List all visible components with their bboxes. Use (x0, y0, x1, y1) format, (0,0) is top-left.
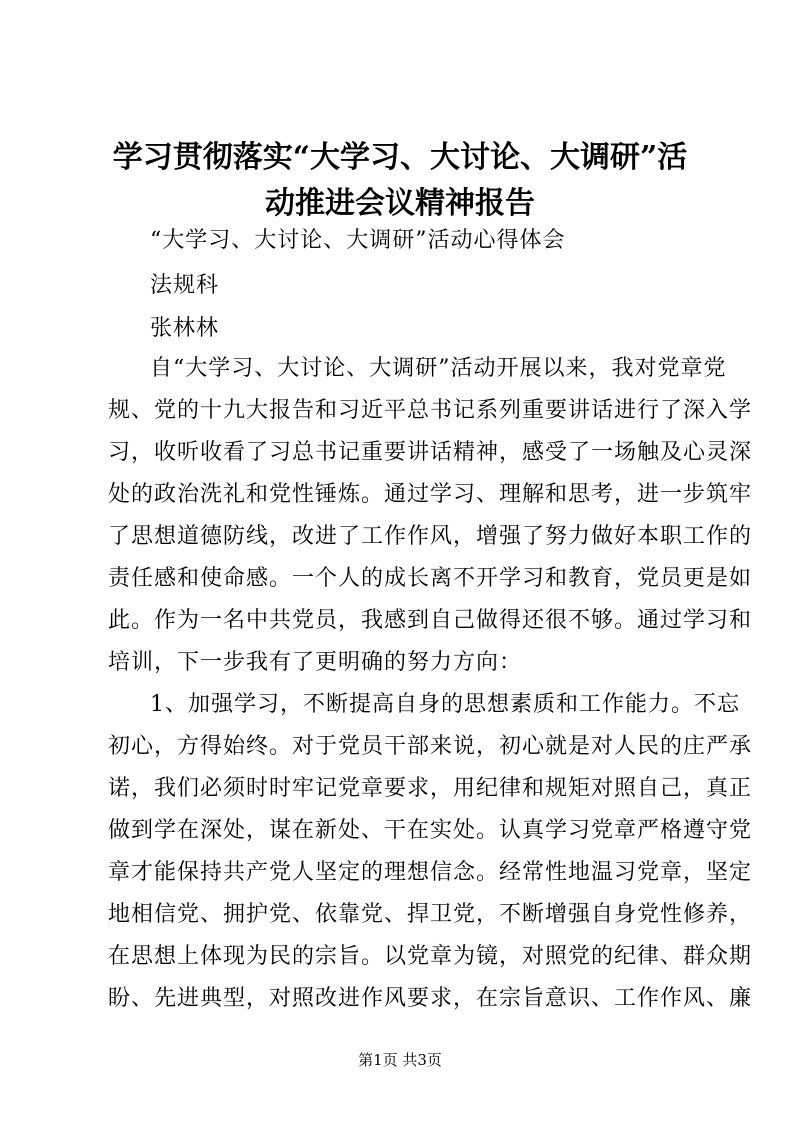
paragraph-2-line: 1、加强学习，不断提高自身的思想素质和工作能力。不忘 (150, 692, 740, 717)
paragraph-1-line: 习，收听收看了习总书记重要讲话精神，感受了一场触及心灵深 (108, 440, 753, 465)
paragraph-1-line: 培训，下一步我有了更明确的努力方向： (108, 650, 523, 675)
paragraph-1-line: 了思想道德防线，改进了工作作风，增强了努力做好本职工作的 (108, 524, 753, 549)
page-footer: 第1页 共3页 (358, 1051, 442, 1069)
paragraph-2-line: 做到学在深处，谋在新处、干在实处。认真学习党章严格遵守党 (108, 818, 753, 843)
paragraph-1-line: 此。作为一名中共党员，我感到自己做得还很不够。通过学习和 (108, 608, 753, 633)
paragraph-1-line: 责任感和使命感。一个人的成长离不开学习和教育，党员更是如 (108, 566, 753, 591)
document-title-line-2: 动推进会议精神报告 (265, 186, 535, 221)
paragraph-1-line: 规、党的十九大报告和习近平总书记系列重要讲话进行了深入学 (108, 398, 753, 423)
paragraph-2-line: 盼、先进典型，对照改进作风要求，在宗旨意识、工作作风、廉 (108, 986, 753, 1011)
author: 张林林 (150, 316, 220, 341)
document-title-line-1: 学习贯彻落实“大学习、大讨论、大调研”活 (112, 140, 688, 175)
paragraph-1-line: 自“大学习、大讨论、大调研”活动开展以来，我对党章党 (150, 356, 727, 381)
paragraph-2-line: 在思想上体现为民的宗旨。以党章为镜，对照党的纪律、群众期 (108, 944, 753, 969)
paragraph-2-line: 诺，我们必须时时牢记党章要求，用纪律和规矩对照自己，真正 (108, 776, 753, 801)
paragraph-2-line: 初心，方得始终。对于党员干部来说，初心就是对人民的庄严承 (108, 734, 753, 759)
subtitle: “大学习、大讨论、大调研”活动心得体会 (150, 228, 566, 253)
paragraph-1-line: 处的政治洗礼和党性锤炼。通过学习、理解和思考，进一步筑牢 (108, 482, 753, 507)
department: 法规科 (150, 273, 220, 298)
paragraph-2-line: 章才能保持共产党人坚定的理想信念。经常性地温习党章，坚定 (108, 860, 753, 885)
paragraph-2-line: 地相信党、拥护党、依靠党、捍卫党，不断增强自身党性修养， (108, 902, 753, 927)
